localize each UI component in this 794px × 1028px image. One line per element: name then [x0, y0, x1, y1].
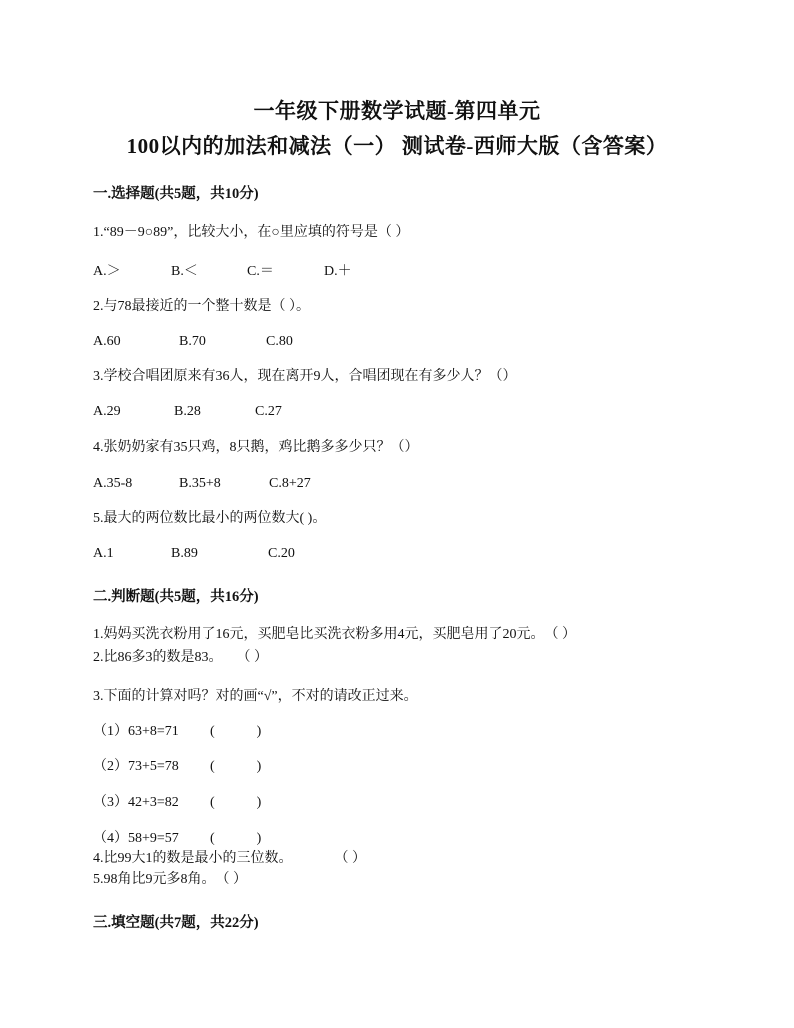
answer-blank[interactable]: ( ) [210, 795, 262, 810]
option-b[interactable]: B.28 [174, 404, 201, 419]
option-b[interactable]: B.70 [179, 334, 206, 349]
option-c[interactable]: C.27 [255, 404, 282, 419]
title-line-1: 一年级下册数学试题-第四单元 [253, 99, 541, 123]
answer-blank[interactable]: ( ) [210, 759, 262, 774]
calc-expression: （3）42+3=82 [93, 795, 179, 810]
choice-question-3: 3.学校合唱团原来有36人，现在离开9人，合唱团现在有多少人？（） [93, 369, 517, 384]
section-heading-fill-blank: 三.填空题(共7题，共22分) [93, 915, 259, 931]
choice-question-4: 4.张奶奶家有35只鸡，8只鹅，鸡比鹅多多少只？（） [93, 440, 419, 455]
option-a[interactable]: A.＞ [93, 264, 121, 279]
title-line-2: 100以内的加法和减法（一） 测试卷-西师大版（含答案） [126, 134, 668, 158]
calc-expression: （4）58+9=57 [93, 831, 179, 846]
option-c[interactable]: C.20 [268, 546, 295, 561]
option-d[interactable]: D.＋ [324, 264, 352, 279]
option-c[interactable]: C.＝ [247, 264, 274, 279]
judgement-question-1: 1.妈妈买洗衣粉用了16元，买肥皂比买洗衣粉多用4元，买肥皂用了20元。 （ ） [93, 627, 576, 642]
option-a[interactable]: A.35-8 [93, 476, 133, 491]
option-b[interactable]: B.＜ [171, 264, 198, 279]
section-heading-choice: 一.选择题(共5题，共10分) [93, 186, 259, 202]
option-b[interactable]: B.89 [171, 546, 198, 561]
answer-blank[interactable]: ( ) [210, 724, 262, 739]
choice-question-1: 1.“89－9○89”，比较大小，在○里应填的符号是（ ） [93, 225, 410, 240]
option-a[interactable]: A.29 [93, 404, 121, 419]
judgement-question-4: 4.比99大1的数是最小的三位数。 （ ） [93, 851, 366, 866]
option-c[interactable]: C.80 [266, 334, 293, 349]
calc-expression: （1）63+8=71 [93, 724, 179, 739]
choice-question-2: 2.与78最接近的一个整十数是（ ）。 [93, 299, 310, 314]
judgement-question-3: 3.下面的计算对吗？对的画“√”，不对的请改正过来。 [93, 689, 418, 704]
option-a[interactable]: A.1 [93, 546, 114, 561]
option-a[interactable]: A.60 [93, 334, 121, 349]
judgement-question-5: 5.98角比9元多8角。 （ ） [93, 872, 247, 887]
calc-expression: （2）73+5=78 [93, 759, 179, 774]
choice-question-5: 5.最大的两位数比最小的两位数大( )。 [93, 511, 327, 526]
option-c[interactable]: C.8+27 [269, 476, 311, 491]
option-b[interactable]: B.35+8 [179, 476, 221, 491]
answer-blank[interactable]: ( ) [210, 831, 262, 846]
section-heading-judgement: 二.判断题(共5题，共16分) [93, 589, 259, 605]
judgement-question-2: 2.比86多3的数是83。 （ ） [93, 650, 268, 665]
